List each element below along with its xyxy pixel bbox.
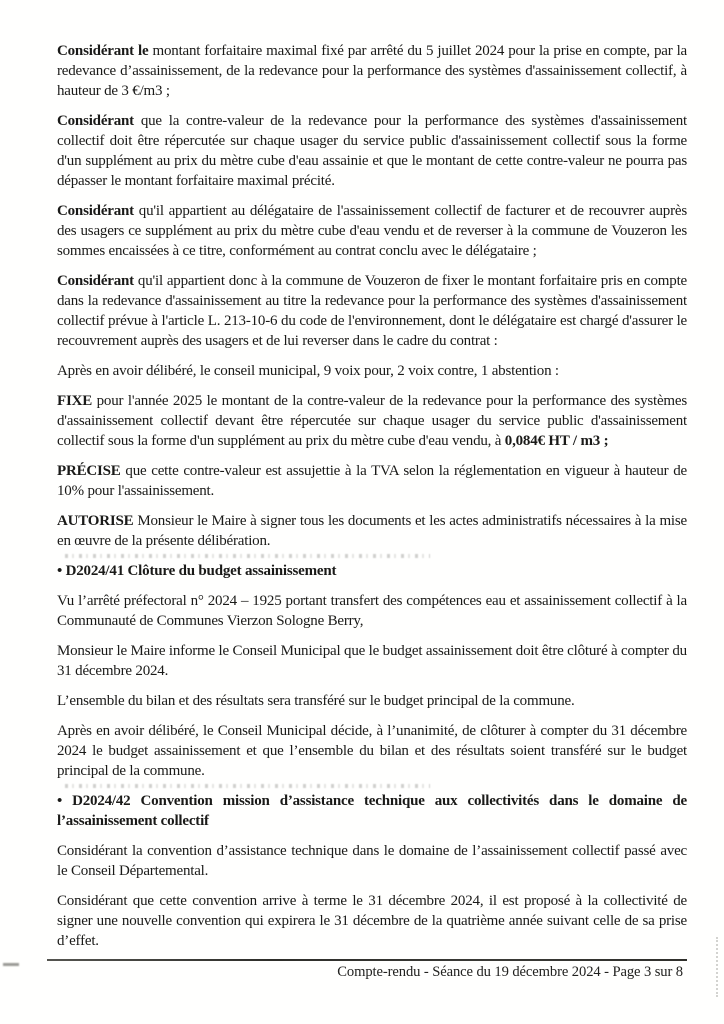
paragraph-text: pour l'année 2025 le montant de la contre-valeur de la redevance pour la performance des systèmes d'assainissement collectif devant être répercutée sur chaque usager du service public d'assainissement collectif sous la forme d'un supplément au prix du mètre cube d'eau vendu, à	[57, 393, 687, 449]
paragraph-text: que cette contre-valeur est assujettie à la TVA selon la réglementation en vigueur à hauteur de 10% pour l'assainissement.	[57, 463, 687, 499]
heading-d2024-41: • D2024/41 Clôture du budget assainissement	[57, 561, 687, 581]
paragraph-text: montant forfaitaire maximal fixé par arrêté du 5 juillet 2024 pour la prise en compte, par la redevance d’assainissement, de la redevance pour la performance des systèmes d'assainissement collectif, à hauteur de 3 €/m3 ;	[57, 43, 688, 99]
paragraph-lead-bold: Considérant	[57, 203, 134, 219]
paragraph-text: Après en avoir délibéré, le Conseil Municipal décide, à l’unanimité, de clôturer à compter du 31 décembre 2024 le budget assainissement et que l’ensemble du bilan et des résultats soient transféré sur le budget principal de la commune.	[57, 723, 687, 779]
paragraph-text: Considérant que cette convention arrive à terme le 31 décembre 2024, il est proposé à la collectivité de signer une nouvelle convention qui expirera le 31 décembre de la quatrième année suivant celle de sa prise d’effet.	[57, 893, 687, 949]
paragraph-text: qu'il appartient donc à la commune de Vouzeron de fixer le montant forfaitaire pris en compte dans la redevance d'assainissement au titre la redevance pour la performance des systèmes d'assainissement collectif prévue à l'article L. 213-10-6 du code de l'environnement, dont le délégataire est chargé d'assurer le recouvrement auprès des usagers et de lui reverser dans le cadre du contrat :	[57, 273, 687, 349]
paragraph-text: Monsieur le Maire à signer tous les documents et les actes administratifs nécessaires à la mise en œuvre de la présente délibération.	[57, 513, 687, 549]
paragraph-text: Après en avoir délibéré, le conseil municipal, 9 voix pour, 2 voix contre, 1 abstention :	[57, 363, 559, 379]
page-footer	[47, 959, 687, 982]
paragraph-lead-bold: FIXE	[57, 393, 93, 409]
scan-artifact-left-dash	[3, 963, 19, 966]
paragraph-lead-bold: Considérant	[57, 113, 134, 129]
paragraph-text: qu'il appartient au délégataire de l'assainissement collectif de facturer et de recouvrer auprès des usagers ce supplément au prix du mètre cube d'eau vendu et de reverser à la commune de Vouzeron les sommes encaissées à ce titre, conformément au contrat conclu avec le délégataire ;	[57, 203, 687, 259]
paragraph-considerant-1	[57, 41, 687, 101]
paragraph-text: Vu l’arrêté préfectoral n° 2024 – 1925 portant transfert des compétences eau et assainissement collectif à la Communauté de Communes Vierzon Sologne Berry,	[57, 593, 687, 629]
paragraph-text: Considérant la convention d’assistance technique dans le domaine de l’assainissement collectif passé avec le Conseil Départemental.	[57, 843, 687, 879]
paragraph-tail-bold: 0,084€ HT / m3 ;	[504, 433, 609, 449]
document-body	[57, 41, 687, 961]
paragraph-lead-bold: Considérant le	[57, 43, 149, 59]
footer-divider	[47, 959, 687, 961]
paragraph-lead-bold: AUTORISE	[57, 513, 134, 529]
paragraph-vu-arrete	[57, 591, 687, 631]
scan-artifact-right-dots	[716, 937, 718, 997]
paragraph-deliberation-cloture	[57, 721, 687, 781]
paragraph-text: L’ensemble du bilan et des résultats sera transféré sur le budget principal de la commune.	[57, 693, 575, 709]
paragraph-maire-informe	[57, 641, 687, 681]
paragraph-fixe	[57, 391, 687, 451]
paragraph-deliberation-vote	[57, 361, 687, 381]
paragraph-text: Monsieur le Maire informe le Conseil Municipal que le budget assainissement doit être clôturé à compter du 31 décembre 2024.	[57, 643, 687, 679]
paragraph-considerant-4	[57, 271, 687, 351]
paragraph-convention-2	[57, 891, 687, 951]
paragraph-convention-1	[57, 841, 687, 881]
paragraph-considerant-2	[57, 111, 687, 191]
paragraph-precise	[57, 461, 687, 501]
paragraph-lead-bold: Considérant	[57, 273, 134, 289]
paragraph-lead-bold: PRÉCISE	[57, 463, 121, 479]
paragraph-bilan-transfert	[57, 691, 687, 711]
paragraph-considerant-3	[57, 201, 687, 261]
heading-d2024-42: • D2024/42 Convention mission d’assistance technique aux collectivités dans le domaine de l’assainissement collectif	[57, 793, 687, 829]
footer-pagination-text: Compte-rendu - Séance du 19 décembre 2024 - Page 3 sur 8	[337, 964, 683, 980]
paragraph-autorise	[57, 511, 687, 551]
paragraph-text: que la contre-valeur de la redevance pour la performance des systèmes d'assainissement collectif doit être répercutée sur chaque usager du service public d'assainissement collectif sous la forme d'un supplément au prix du mètre cube d'eau assainie et que le montant de cette contre-valeur ne pourra pas dépasser le montant forfaitaire maximal précité.	[57, 113, 687, 189]
